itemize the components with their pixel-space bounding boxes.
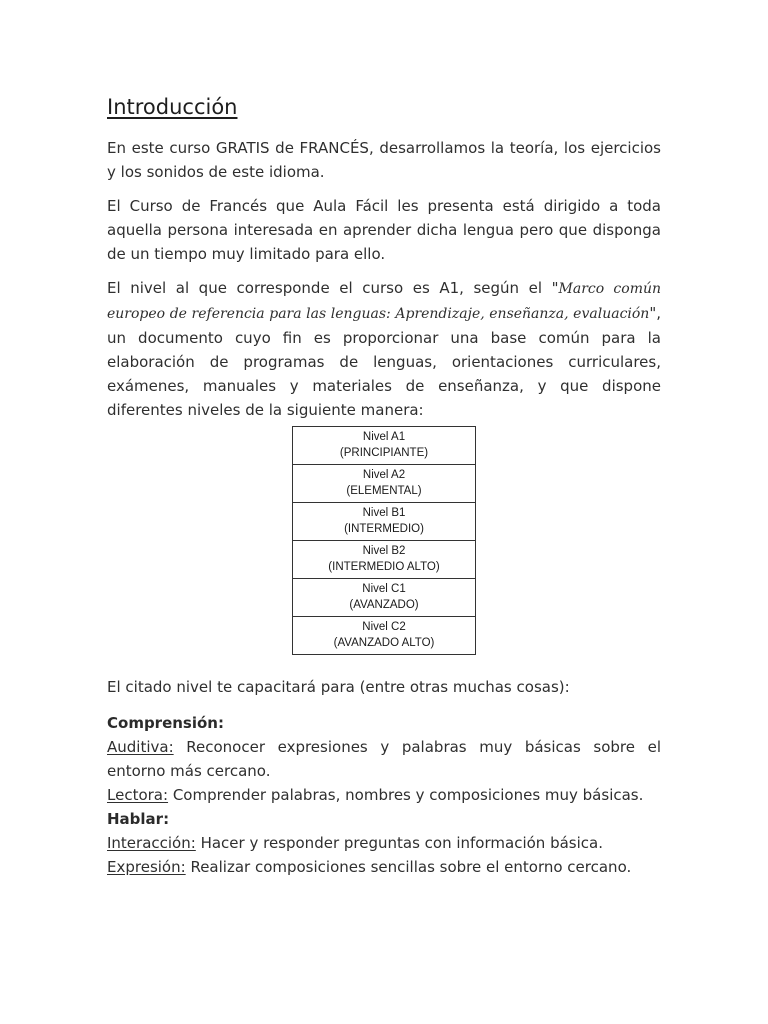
hablar-title: Hablar: (107, 810, 170, 828)
level-name: Nivel A1 (362, 431, 406, 443)
level-name: Nivel C1 (362, 583, 406, 595)
level-desc: (AVANZADO) (349, 599, 419, 611)
table-row (293, 465, 476, 503)
level-desc: (AVANZADO ALTO) (333, 637, 435, 649)
paragraph-intro: En este curso GRATIS de FRANCÉS, desarrollamos la teoría, los ejercicios y los sonidos de este idioma. (107, 139, 661, 181)
level-name: Nivel A2 (362, 469, 406, 481)
level-name: Nivel C2 (362, 621, 406, 633)
paragraph-level-start: El nivel al que corresponde el curso es A1, según el " (107, 279, 559, 297)
auditiva-text: Reconocer expresiones y palabras muy básicas sobre el entorno más cercano. (107, 738, 661, 780)
comprension-title: Comprensión: (107, 714, 224, 732)
hablar-section (107, 807, 661, 879)
expresion-label: Expresión: (107, 858, 186, 876)
interaccion-text: Hacer y responder preguntas con información básica. (195, 834, 603, 852)
framework-title: Marco común europeo de referencia para las lenguas: Aprendizaje, enseñanza, evaluación (107, 281, 661, 322)
auditiva-label: Auditiva: (107, 738, 174, 756)
level-cell (293, 427, 476, 465)
auditiva-item (107, 735, 661, 783)
table-row (293, 541, 476, 579)
document-body (107, 92, 661, 879)
levels-table-wrapper (107, 426, 661, 655)
interaccion-item (107, 831, 661, 855)
lectora-label: Lectora: (107, 786, 169, 804)
levels-table (292, 426, 476, 655)
page-title: Introducción (107, 95, 238, 119)
table-row (293, 503, 476, 541)
table-row (293, 427, 476, 465)
interaccion-label: Interacción: (107, 834, 196, 852)
lectora-text: Comprender palabras, nombres y composiciones muy básicas. (168, 786, 644, 804)
level-cell (293, 503, 476, 541)
expresion-text: Realizar composiciones sencillas sobre el entorno cercano. (185, 858, 632, 876)
table-row (293, 617, 476, 655)
level-cell (293, 541, 476, 579)
table-row (293, 579, 476, 617)
level-name: Nivel B2 (362, 545, 406, 557)
level-desc: (ELEMENTAL) (346, 485, 422, 497)
level-name: Nivel B1 (362, 507, 406, 519)
paragraph-capabilities: El citado nivel te capacitará para (entre otras muchas cosas): (107, 678, 570, 696)
expresion-item (107, 855, 661, 879)
level-cell (293, 617, 476, 655)
paragraph-level-end: ", un documento cuyo fin es proporcionar una base común para la elaboración de programas de lenguas, orientaciones curriculares, exámenes, manuales y materiales de enseñanza, y que dispone diferentes niveles de la siguiente manera: (107, 304, 661, 419)
comprension-section (107, 711, 661, 807)
level-desc: (INTERMEDIO ALTO) (328, 561, 440, 573)
paragraph-course: El Curso de Francés que Aula Fácil les presenta está dirigido a toda aquella persona interesada en aprender dicha lengua pero que disponga de un tiempo muy limitado para ello. (107, 197, 661, 263)
level-desc: (PRINCIPIANTE) (339, 447, 429, 459)
level-cell (293, 465, 476, 503)
paragraph-level (107, 276, 661, 422)
level-cell (293, 579, 476, 617)
lectora-item (107, 783, 661, 807)
level-desc: (INTERMEDIO) (344, 523, 424, 535)
